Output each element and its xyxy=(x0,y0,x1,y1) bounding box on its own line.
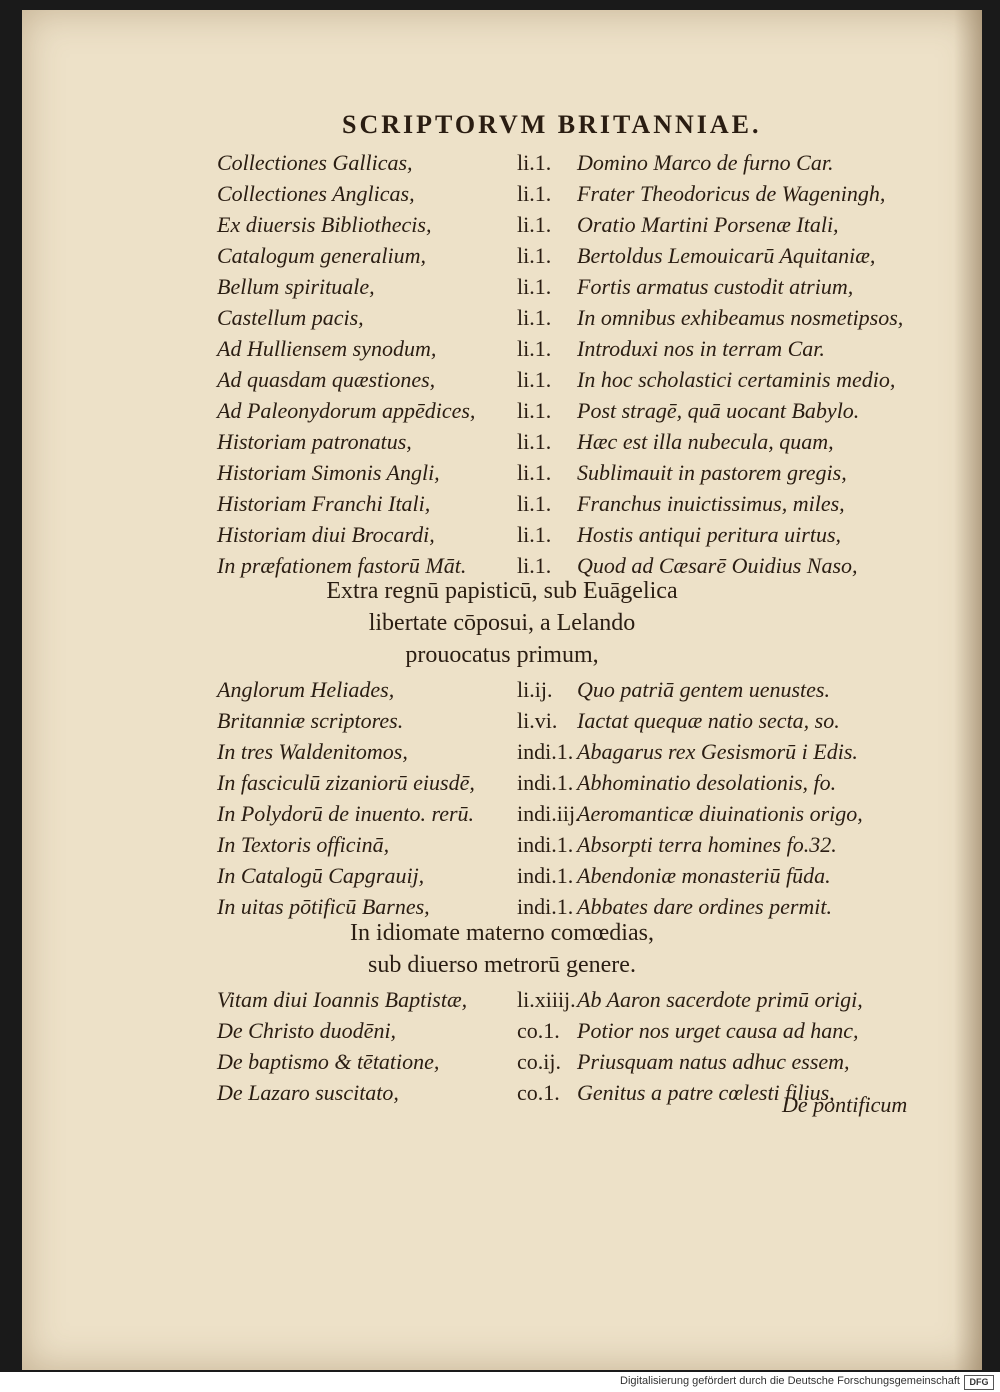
list-item: De Lazaro suscitato, co.1. Genitus a patre cœlesti filius, xyxy=(217,1080,835,1105)
list-item: In Textoris officinā, indi.1. Absorpti terra homines fo.32. xyxy=(217,832,837,857)
catchword: De pontificum xyxy=(782,1092,908,1117)
footer-bar xyxy=(0,1372,1000,1392)
list-item: Vitam diui Ioannis Baptistæ, li.xiiij. Ab Aaron sacerdote primū origi, xyxy=(217,987,863,1012)
section-heading-line: prouocatus primum, xyxy=(405,642,599,668)
list-item: De Christo duodēni, co.1. Potior nos urget causa ad hanc, xyxy=(217,1018,859,1043)
list-item: In uitas pōtificū Barnes, indi.1. Abbates dare ordines permit. xyxy=(217,894,833,919)
list-item: In Catalogū Capgrauij, indi.1. Abendoniæ monasteriū fūda. xyxy=(217,863,831,888)
list-item: In præfationem fastorū Māt. li.1. Quod ad Cæsarē Ouidius Naso, xyxy=(217,553,858,578)
dfg-logo-icon: DFG xyxy=(964,1375,994,1390)
list-item: Ex diuersis Bibliothecis, li.1. Oratio Martini Porsenæ Itali, xyxy=(217,212,839,237)
list-item: In fasciculū zizaniorū eiusdē, indi.1. Abhominatio desolationis, fo. xyxy=(217,770,837,795)
list-item: Catalogum generalium, li.1. Bertoldus Lemouicarū Aquitaniæ, xyxy=(217,243,876,268)
list-item: Historiam patronatus, li.1. Hæc est illa nubecula, quam, xyxy=(217,429,834,454)
section-heading-line: libertate cōposui, a Lelando xyxy=(368,610,636,636)
footer-credit: Digitalisierung gefördert durch die Deutsche Forschungsgemeinschaft xyxy=(620,1375,960,1387)
list-item: Ad quasdam quæstiones, li.1. In hoc scholastici certaminis medio, xyxy=(217,367,896,392)
list-item: De baptismo & tētatione, co.ij. Priusquam natus adhuc essem, xyxy=(217,1049,850,1074)
list-item: Anglorum Heliades, li.ij. Quo patriā gentem uenustes. xyxy=(217,677,830,702)
list-item: Castellum pacis, li.1. In omnibus exhibeamus nosmetipsos, xyxy=(217,305,904,330)
list-item: In Polydorū de inuento. rerū. indi.iij. Aeromanticæ diuinationis origo, xyxy=(217,801,863,826)
list-item: In tres Waldenitomos, indi.1. Abagarus rex Gesismorū i Edis. xyxy=(217,739,858,764)
running-header: SCRIPTORVM BRITANNIAE. xyxy=(342,110,762,139)
book-page xyxy=(22,10,982,1370)
page-text xyxy=(22,10,982,1370)
list-item: Ad Paleonydorum appēdices, li.1. Post stragē, quā uocant Babylo. xyxy=(217,398,860,423)
list-item: Bellum spirituale, li.1. Fortis armatus custodit atrium, xyxy=(217,274,854,299)
section-heading-line: Extra regnū papisticū, sub Euāgelica xyxy=(326,578,678,604)
list-item: Ad Hulliensem synodum, li.1. Introduxi nos in terram Car. xyxy=(217,336,825,361)
list-item: Historiam Franchi Itali, li.1. Franchus inuictissimus, miles, xyxy=(217,491,845,516)
section-heading-line: sub diuerso metrorū genere. xyxy=(368,952,636,978)
list-item: Historiam Simonis Angli, li.1. Sublimauit in pastorem gregis, xyxy=(217,460,847,485)
list-item: Britanniæ scriptores. li.vi. Iactat quequæ natio secta, so. xyxy=(217,708,840,733)
list-item: Historiam diui Brocardi, li.1. Hostis antiqui peritura uirtus, xyxy=(217,522,842,547)
section-heading-line: In idiomate materno comœdias, xyxy=(350,920,654,946)
list-item: Collectiones Anglicas, li.1. Frater Theodoricus de Wageningh, xyxy=(217,181,886,206)
list-item: Collectiones Gallicas, li.1. Domino Marco de furno Car. xyxy=(217,150,834,175)
